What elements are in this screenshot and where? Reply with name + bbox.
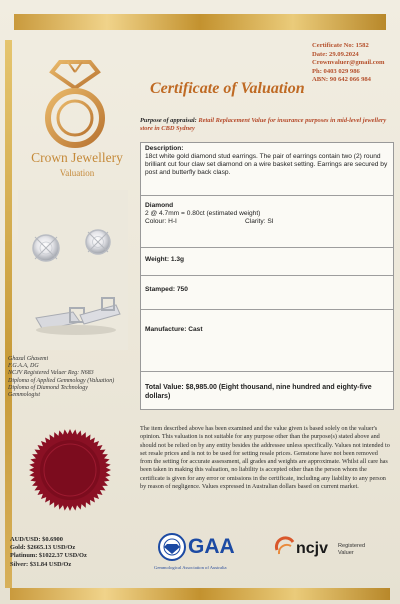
stamped-value: Stamped: 750 [145,286,188,293]
ncjv-subtitle [338,543,365,556]
certificate-date: Date: 29.09.2024 [312,50,359,58]
stamped-row [141,275,393,310]
diamond-heading: Diamond [145,202,174,209]
earrings-photo [18,190,128,350]
appraiser-diploma-1: Diploma of Applied Gemmology (Valuation) [8,377,115,384]
purpose-text: Retail Replacement Value for insurance purposes in mid-level jewellery store in CBD Sydney [140,117,387,133]
gold-border-left [5,40,12,588]
red-wax-seal-icon [28,428,112,512]
description-text: 18ct white gold diamond stud earrings. The pair of earrings contain two (2) round brilliant cut four claw set diamond on a wire basket setting. Earrings are secured by post and butterfly back clasp. [145,153,388,176]
manufacture-value: Manufacture: Cast [145,326,203,333]
ncjv-valuer: Valuer [338,549,354,556]
appraiser-name: Ghazal Ghasemi [8,356,49,362]
ring-logo-icon [30,54,120,150]
gold-border-top [14,14,386,30]
gaa-wordmark: GAA [188,535,235,558]
rate-silver: Silver: $31.84 USD/Oz [10,560,72,568]
purpose-of-appraisal [140,117,395,134]
contact-abn: ABN: 90 642 066 984 [312,76,371,84]
purpose-label: Purpose of appraisal: [140,117,197,124]
appraiser-block [8,356,138,399]
brand-name: Crown Jewellery [31,150,123,165]
description-heading: Description: [145,145,184,152]
contact-block [312,42,397,85]
gaa-subtitle: Gemmological Association of Australia [154,565,227,570]
weight-row [141,247,393,276]
brand-subtitle: Valuation [59,168,95,178]
appraiser-quals: F.G.A.A, DG [8,363,39,370]
appraiser-diploma-2: Diploma of Diamond Technology [8,384,88,391]
rate-platinum: Platinum: $1022.37 USD/Oz [10,552,87,560]
appraiser-reg: NCJV Registered Valuer Reg: N683 [8,370,94,377]
rate-gold: Gold: $2665.13 USD/Oz [10,544,76,552]
contact-phone: Ph: 0403 029 986 [312,67,360,75]
gaa-emblem-icon [158,533,186,561]
gold-border-bottom [10,588,390,600]
appraiser-role: Gemmologist [8,392,40,399]
diamond-colour: Colour: H-I [145,218,177,225]
manufacture-row [141,309,393,372]
disclaimer-text: The item described above has been examined and the value given is based solely on the valuer's opinion. This valuation is not suitable for any purpose other than the purpose(s) stated above and should not be relied on by any entity besides the addressee unless specifically. Values not intended to set resale prices and is not to be used for setting resale prices. Gemstone have not been removed from the setting for accurate assessment, all grades and weights are approximate. Whilst all care has been taken in making this valuation, no liability is accepted other than the person whom the certificate is given for any error or omissions in the certificate, including any liability to any person by reason of negligence. Values expressed in Australian dollars based on current market. [140,425,390,491]
rate-aud-usd: AUD/USD: $0.6900 [10,536,63,543]
ncjv-wordmark: ncjv [296,540,329,557]
total-value: Total Value: $8,985.00 (Eight thousand, nine hundred and eighty-five dollars) [145,384,372,400]
certificate-title: Certificate of Valuation [150,80,305,97]
valuation-table [140,142,394,410]
diamond-row [141,195,393,248]
diamond-weight: 2 @ 4.7mm = 0.80ct (estimated weight) [145,210,261,217]
certificate-number: Certificate No: 1582 [312,42,369,49]
description-row [141,143,393,195]
diamond-clarity: Clarity: SI [245,218,274,225]
contact-email: Crownvaluer@gmail.com [312,59,385,67]
ncjv-swirl-icon [274,536,296,558]
total-row [141,371,393,410]
market-rates [10,536,140,569]
ncjv-registered: Registered [338,543,366,549]
weight-value: Weight: 1.3g [145,256,185,263]
